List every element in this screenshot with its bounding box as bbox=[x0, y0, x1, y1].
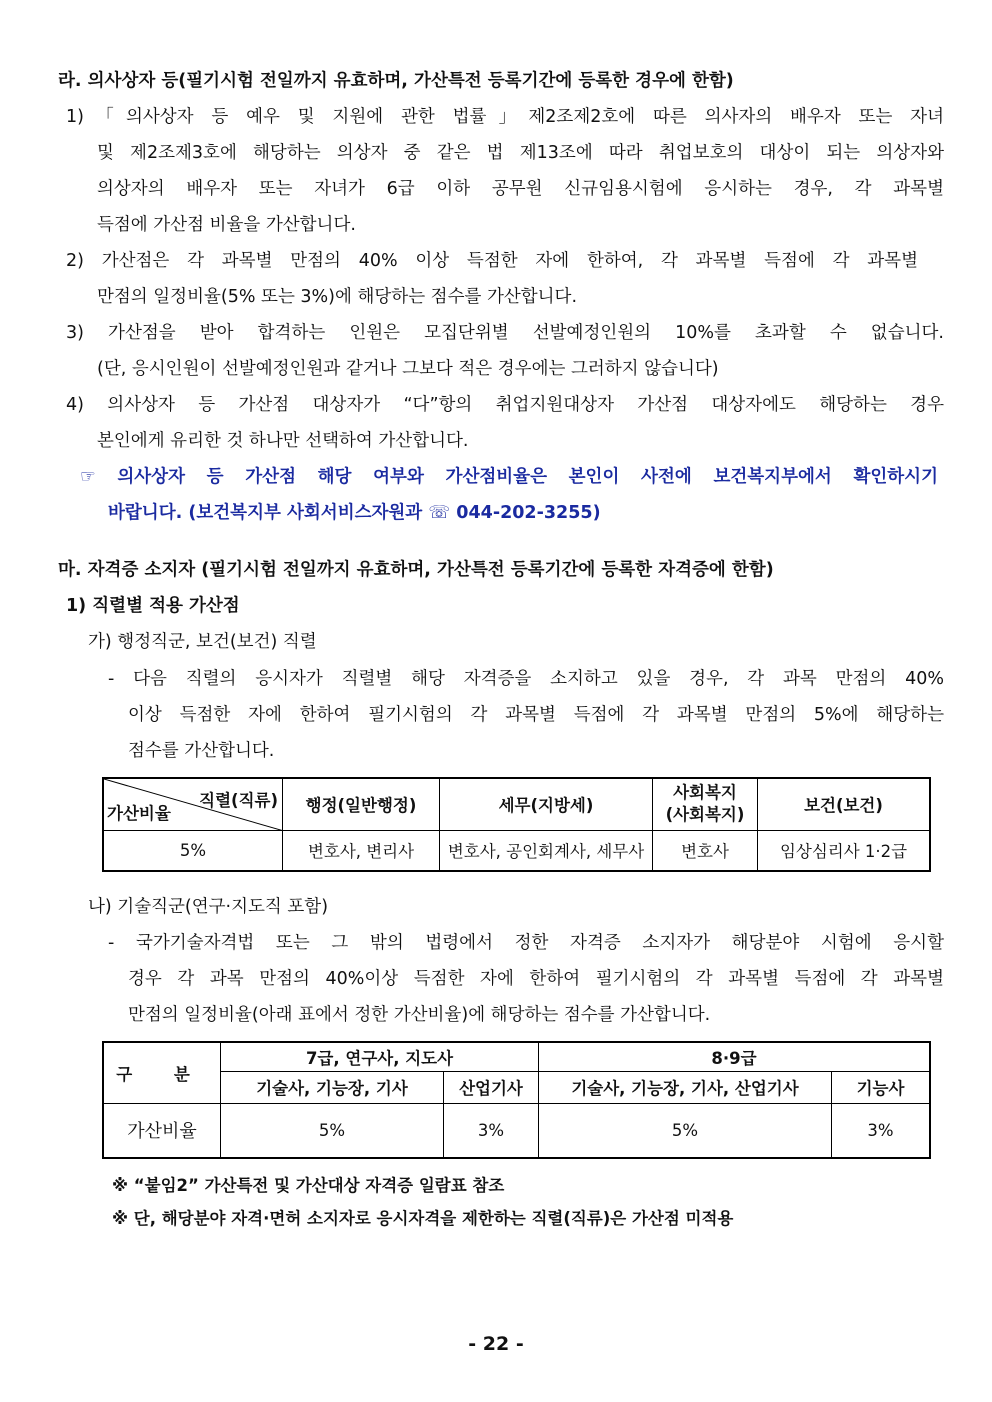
ma-ga-desc-line1: - 다음 직렬의 응시자가 직렬별 해당 자격증을 소지하고 있을 경우, 각 과목 만점의 40% bbox=[108, 669, 944, 689]
table1-corner-bottom: 가산비율 bbox=[107, 803, 171, 823]
table1-header: 행정(일반행정) bbox=[283, 778, 440, 830]
table2-sub-header: 기술사, 기능장, 기사, 산업기사 bbox=[539, 1071, 832, 1103]
table-tech-bonus bbox=[102, 1041, 931, 1159]
table2-sub-header: 기능사 bbox=[832, 1071, 931, 1103]
page-number: - 22 - bbox=[468, 1333, 524, 1355]
ra-item2-line1: 2) 가산점은 각 과목별 만점의 40% 이상 득점한 자에 한하여, 각 과목별 득점에 각 과목별 bbox=[66, 251, 918, 271]
ma-na-desc-line1: - 국가기술자격법 또는 그 밖의 법령에서 정한 자격증 소지자가 해당분야 시험에 응시할 bbox=[108, 933, 944, 953]
ma-note2: ※ 단, 해당분야 자격·면허 소지자로 응시자격을 제한하는 직렬(직류)은 가산점 미적용 bbox=[112, 1209, 734, 1228]
table1-cell: 변호사 bbox=[653, 830, 758, 871]
ra-item1-line1: 1)「의사상자 등 예우 및 지원에 관한 법률」제2조제2호에 따른 의사자의 배우자 또는 자녀 bbox=[66, 107, 944, 127]
ma-na-desc-line2: 경우 각 과목 만점의 40%이상 득점한 자에 한하여 필기시험의 각 과목별 득점에 각 과목별 bbox=[128, 969, 944, 989]
table2-group-header: 7급, 연구사, 지도사 bbox=[221, 1042, 539, 1071]
ra-item1-line2: 및 제2조제3호에 해당하는 의상자 중 같은 법 제13조에 따라 취업보호의 대상이 되는 의상자와 bbox=[97, 143, 944, 163]
ra-item3-line2: (단, 응시인원이 선발예정인원과 같거나 그보다 적은 경우에는 그러하지 않습니다) bbox=[97, 359, 719, 379]
table1-row-label: 5% bbox=[103, 830, 283, 871]
ra-item4-line2: 본인에게 유리한 것 하나만 선택하여 가산합니다. bbox=[97, 431, 469, 451]
ra-notice-line2: 바랍니다. (보건복지부 사회서비스자원과 ☏ 044-202-3255) bbox=[108, 503, 601, 523]
ra-notice-line1: ☞ 의사상자 등 가산점 해당 여부와 가산점비율은 본인이 사전에 보건복지부에서 확인하시기 bbox=[80, 467, 938, 487]
ra-item1-line3: 의상자의 배우자 또는 자녀가 6급 이하 공무원 신규임용시험에 응시하는 경우, 각 과목별 bbox=[97, 179, 944, 199]
table2-cell: 5% bbox=[221, 1103, 444, 1158]
table2-label: 구 분 bbox=[103, 1042, 221, 1103]
ma-sub1: 1) 직렬별 적용 가산점 bbox=[66, 596, 240, 616]
ma-ga-desc-line3: 점수를 가산합니다. bbox=[128, 741, 275, 761]
table2-sub-header: 기술사, 기능장, 기사 bbox=[221, 1071, 444, 1103]
ra-item3-line1: 3) 가산점을 받아 합격하는 인원은 모집단위별 선발예정인원의 10%를 초과할 수 없습니다. bbox=[66, 323, 944, 343]
ma-ga-desc-line2: 이상 득점한 자에 한하여 필기시험의 각 과목별 득점에 각 과목별 만점의 5%에 해당하는 bbox=[128, 705, 944, 725]
table-bonus-by-series bbox=[102, 777, 931, 872]
ma-na-title: 나) 기술직군(연구·지도직 포함) bbox=[88, 897, 329, 917]
ra-item2-line2: 만점의 일정비율(5% 또는 3%)에 해당하는 점수를 가산합니다. bbox=[97, 287, 578, 307]
table1-cell: 변호사, 공인회계사, 세무사 bbox=[440, 830, 653, 871]
table2-sub-header: 산업기사 bbox=[444, 1071, 539, 1103]
table2-row-label: 가산비율 bbox=[103, 1103, 221, 1158]
table2-cell: 5% bbox=[539, 1103, 832, 1158]
ra-item1-line4: 득점에 가산점 비율을 가산합니다. bbox=[97, 215, 356, 235]
ra-item4-line1: 4) 의사상자 등 가산점 대상자가 “다”항의 취업지원대상자 가산점 대상자에도 해당하는 경우 bbox=[66, 395, 944, 415]
table2-group-header: 8·9급 bbox=[539, 1042, 931, 1071]
table1-corner-top: 직렬(직류) bbox=[199, 791, 278, 810]
ma-ga-title: 가) 행정직군, 보건(보건) 직렬 bbox=[88, 632, 317, 652]
table1-header: 세무(지방세) bbox=[440, 778, 653, 830]
ma-na-desc-line3: 만점의 일정비율(아래 표에서 정한 가산비율)에 해당하는 점수를 가산합니다. bbox=[128, 1005, 711, 1025]
section-ma-heading: 마. 자격증 소지자 (필기시험 전일까지 유효하며, 가산특전 등록기간에 등록한 자격증에 한함) bbox=[58, 560, 774, 580]
section-ra-heading: 라. 의사상자 등(필기시험 전일까지 유효하며, 가산특전 등록기간에 등록한 경우에 한함) bbox=[58, 71, 734, 91]
table2-cell: 3% bbox=[832, 1103, 931, 1158]
table1-cell: 임상심리사 1·2급 bbox=[758, 830, 931, 871]
table1-header: 보건(보건) bbox=[758, 778, 931, 830]
table1-cell: 변호사, 변리사 bbox=[283, 830, 440, 871]
ma-note1: ※ “붙임2” 가산특전 및 가산대상 자격증 일람표 참조 bbox=[112, 1176, 505, 1195]
table1-header: 사회복지 (사회복지) bbox=[653, 778, 758, 830]
table1-corner-cell bbox=[103, 778, 283, 830]
table2-cell: 3% bbox=[444, 1103, 539, 1158]
